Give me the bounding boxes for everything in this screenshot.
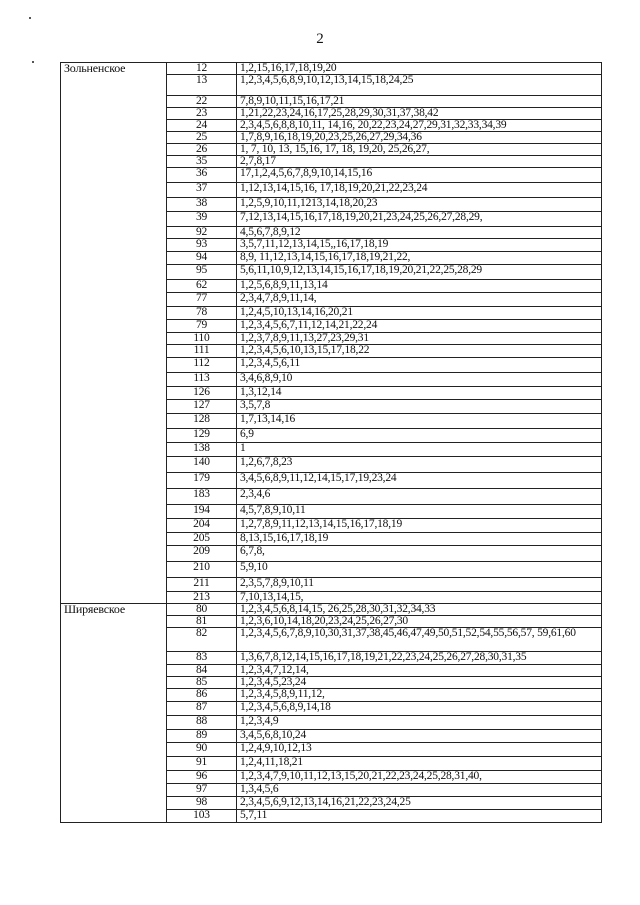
plot-numbers: 1,2,5,6,8,9,11,13,14 (237, 280, 602, 293)
plot-numbers: 1,2,7,8,9,11,12,13,14,15,16,17,18,19 (237, 519, 602, 533)
block-number: 77 (167, 293, 237, 307)
plot-numbers: 1,2,3,4,5,6,8,9,14,18 (237, 702, 602, 716)
table-row (61, 604, 602, 616)
settlement-name: Ширяевское (61, 604, 167, 823)
plot-numbers: 1,2,6,7,8,23 (237, 457, 602, 473)
plot-numbers: 3,5,7,11,12,13,14,15,,16,17,18,19 (237, 239, 602, 252)
block-number: 129 (167, 429, 237, 443)
plot-numbers: 1,2,4,11,18,21 (237, 757, 602, 771)
block-number: 81 (167, 616, 237, 628)
plot-numbers: 1,2,3,4,5,6,11 (237, 358, 602, 373)
block-number: 25 (167, 132, 237, 144)
block-number: 111 (167, 345, 237, 358)
plot-numbers: 2,7,8,17 (237, 156, 602, 168)
plot-numbers: 1,2,3,4,7,9,10,11,12,13,15,20,21,22,23,24,25,28,31,40, (237, 771, 602, 784)
block-number: 103 (167, 810, 237, 823)
block-number: 83 (167, 652, 237, 665)
plot-numbers: 2,3,4,5,6,9,12,13,14,16,21,22,23,24,25 (237, 797, 602, 810)
block-number: 205 (167, 533, 237, 546)
plot-numbers: 7,12,13,14,15,16,17,18,19,20,21,23,24,25,26,27,28,29, (237, 212, 602, 227)
plot-numbers: 2,3,5,7,8,9,10,11 (237, 578, 602, 592)
block-number: 211 (167, 578, 237, 592)
table-body (61, 63, 602, 823)
block-number: 93 (167, 239, 237, 252)
plot-numbers: 4,5,6,7,8,9,12 (237, 227, 602, 239)
block-number: 213 (167, 592, 237, 604)
block-number: 80 (167, 604, 237, 616)
plot-numbers: 6,9 (237, 429, 602, 443)
plot-numbers: 2,3,4,5,6,8,8,10,11, 14,16, 20,22,23,24,27,29,31,32,33,34,39 (237, 120, 602, 132)
plot-numbers: 1,2,3,4,5,6,8,9,10,12,13,14,15,18,24,25 (237, 75, 602, 96)
plot-numbers: 1,2,3,4,5,6,8,14,15, 26,25,28,30,31,32,34,33 (237, 604, 602, 616)
plot-numbers: 1, 7, 10, 13, 15,16, 17, 18, 19,20, 25,26,27, (237, 144, 602, 156)
block-number: 24 (167, 120, 237, 132)
block-number: 209 (167, 546, 237, 562)
block-number: 85 (167, 677, 237, 689)
plot-numbers: 1,2,4,5,10,13,14,16,20,21 (237, 307, 602, 320)
plot-numbers: 1,2,3,4,5,6,7,8,9,10,30,31,37,38,45,46,47,49,50,51,52,54,55,56,57, 59,61,60 (237, 628, 602, 652)
block-number: 38 (167, 198, 237, 212)
block-number: 86 (167, 689, 237, 702)
plot-numbers: 1,7,13,14,16 (237, 414, 602, 429)
block-number: 183 (167, 489, 237, 505)
block-number: 87 (167, 702, 237, 716)
block-number: 138 (167, 443, 237, 457)
block-number: 110 (167, 333, 237, 345)
block-number: 128 (167, 414, 237, 429)
plot-numbers: 4,5,7,8,9,10,11 (237, 505, 602, 519)
plot-numbers: 3,5,7,8 (237, 400, 602, 414)
scan-speck (32, 61, 34, 63)
block-number: 179 (167, 473, 237, 489)
plot-numbers: 6,7,8, (237, 546, 602, 562)
plot-numbers: 1,2,3,4,5,6,10,13,15,17,18,22 (237, 345, 602, 358)
plot-numbers: 1,2,4,9,10,12,13 (237, 743, 602, 757)
plot-numbers: 1,2,3,4,9 (237, 716, 602, 730)
plot-numbers: 1,3,12,14 (237, 387, 602, 400)
plot-numbers: 1,2,3,4,5,8,9,11,12, (237, 689, 602, 702)
block-number: 194 (167, 505, 237, 519)
table-row (61, 63, 602, 75)
plot-numbers: 1,2,3,4,5,6,7,11,12,14,21,22,24 (237, 320, 602, 333)
block-number: 127 (167, 400, 237, 414)
plot-numbers: 2,3,4,6 (237, 489, 602, 505)
block-number: 84 (167, 665, 237, 677)
plot-numbers: 1,2,3,4,7,12,14, (237, 665, 602, 677)
plot-numbers: 8,13,15,16,17,18,19 (237, 533, 602, 546)
settlement-name: Зольненское (61, 63, 167, 604)
block-number: 112 (167, 358, 237, 373)
page-number: 2 (316, 31, 324, 47)
block-number: 140 (167, 457, 237, 473)
plot-numbers: 5,9,10 (237, 562, 602, 578)
plot-numbers: 5,6,11,10,9,12,13,14,15,16,17,18,19,20,21,22,25,28,29 (237, 265, 602, 280)
block-number: 36 (167, 168, 237, 183)
plot-numbers: 7,10,13,14,15, (237, 592, 602, 604)
block-number: 89 (167, 730, 237, 743)
block-number: 113 (167, 373, 237, 387)
block-number: 12 (167, 63, 237, 75)
plot-numbers: 3,4,6,8,9,10 (237, 373, 602, 387)
plot-numbers: 2,3,4,7,8,9,11,14, (237, 293, 602, 307)
block-number: 90 (167, 743, 237, 757)
plot-numbers: 1,2,5,9,10,11,1213,14,18,20,23 (237, 198, 602, 212)
block-number: 78 (167, 307, 237, 320)
plot-numbers: 1,21,22,23,24,16,17,25,28,29,30,31,37,38,42 (237, 108, 602, 120)
plot-numbers: 1,2,15,16,17,18,19,20 (237, 63, 602, 75)
block-number: 204 (167, 519, 237, 533)
plot-numbers: 1,2,3,7,8,9,11,13,27,23,29,31 (237, 333, 602, 345)
plot-numbers: 1,2,3,6,10,14,18,20,23,24,25,26,27,30 (237, 616, 602, 628)
plot-numbers: 1,3,6,7,8,12,14,15,16,17,18,19,21,22,23,24,25,26,27,28,30,31,35 (237, 652, 602, 665)
plot-numbers: 8,9, 11,12,13,14,15,16,17,18,19,21,22, (237, 252, 602, 265)
block-number: 97 (167, 784, 237, 797)
plot-numbers: 5,7,11 (237, 810, 602, 823)
block-number: 37 (167, 183, 237, 198)
block-number: 82 (167, 628, 237, 652)
block-number: 22 (167, 96, 237, 108)
block-number: 96 (167, 771, 237, 784)
block-number: 13 (167, 75, 237, 96)
block-number: 95 (167, 265, 237, 280)
block-number: 98 (167, 797, 237, 810)
plot-numbers: 3,4,5,6,8,10,24 (237, 730, 602, 743)
plot-numbers: 17,1,2,4,5,6,7,8,9,10,14,15,16 (237, 168, 602, 183)
plot-numbers: 1 (237, 443, 602, 457)
block-number: 23 (167, 108, 237, 120)
plot-numbers: 1,3,4,5,6 (237, 784, 602, 797)
plot-numbers: 1,12,13,14,15,16, 17,18,19,20,21,22,23,24 (237, 183, 602, 198)
block-number: 92 (167, 227, 237, 239)
block-number: 26 (167, 144, 237, 156)
plot-numbers: 3,4,5,6,8,9,11,12,14,15,17,19,23,24 (237, 473, 602, 489)
block-number: 88 (167, 716, 237, 730)
plot-numbers: 1,7,8,9,16,18,19,20,23,25,26,27,29,34,36 (237, 132, 602, 144)
plot-numbers: 1,2,3,4,5,23,24 (237, 677, 602, 689)
land-plots-table (60, 62, 602, 823)
scan-speck (29, 17, 31, 19)
block-number: 39 (167, 212, 237, 227)
block-number: 35 (167, 156, 237, 168)
block-number: 79 (167, 320, 237, 333)
block-number: 126 (167, 387, 237, 400)
plot-numbers: 7,8,9,10,11,15,16,17,21 (237, 96, 602, 108)
block-number: 91 (167, 757, 237, 771)
block-number: 210 (167, 562, 237, 578)
block-number: 94 (167, 252, 237, 265)
block-number: 62 (167, 280, 237, 293)
